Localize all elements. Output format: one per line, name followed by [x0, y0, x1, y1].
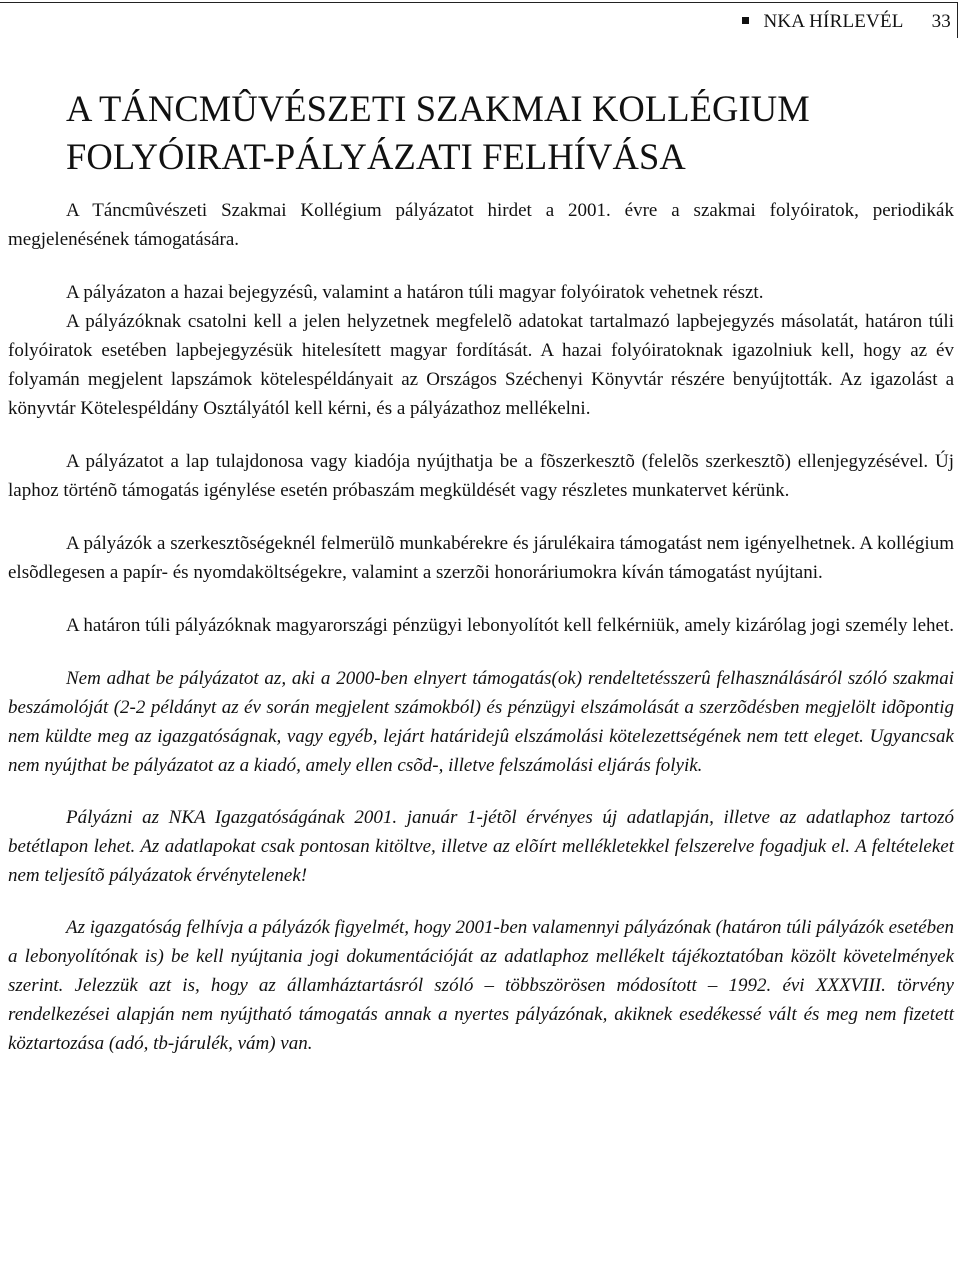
paragraph-eligibility: A pályázaton a hazai bejegyzésû, valamint a határon túli magyar folyóiratok vehetnek részt.	[66, 282, 764, 303]
paragraph-legal: Az igazgatóság felhívja a pályázók figyelmét, hogy 2001-ben valamennyi pályázónak (határon túli pályázók esetében a lebonyolítónak is) be kell nyújtania jogi dokumentációját az adatlaphoz mellékelt tájékoztatóban közölt követelmények szerint. Jelezzük azt is, hogy az államháztartásról szóló – többszörösen módosított – 1992. évi XXXVIII. törvény rendelkezései alapján nem nyújtható támogatás annak a nyertes pályázónak, akiknek esedékessé vált és meg nem fizetett köztartozása (adó, tb-járulék, vám) van.	[8, 917, 954, 1054]
article-body	[8, 196, 954, 1081]
page-title	[66, 85, 810, 181]
header-content	[742, 11, 951, 33]
paragraph-intro: A Táncmûvészeti Szakmai Kollégium pályázatot hirdet a 2001. évre a szakmai folyóiratok, periodikák megjelenésének támogatására.	[8, 200, 954, 250]
paragraph-exclusion: Nem adhat be pályázatot az, aki a 2000-ben elnyert támogatás(ok) rendeltetésszerû felhasználásáról szóló szakmai beszámolóját (2-2 példányt az év során megjelent számokból) és pénzügyi elszámolását a szerzõdésben megjelölt idõpontig nem küldte meg az igazgatóságnak, vagy egyéb, lejárt határidejû elszámolási kötelezettségének nem tett eleget. Ugyancsak nem nyújthat be pályázatot az a kiadó, amely ellen csõd-, illetve felszámolási eljárás folyik.	[8, 668, 954, 776]
newsletter-label: NKA HÍRLEVÉL	[763, 11, 904, 32]
page-number: 33	[931, 11, 951, 32]
paragraph-foreign: A határon túli pályázóknak magyarországi pénzügyi lebonyolítót kell felkérniük, amely kizárólag jogi személy lehet.	[66, 615, 954, 636]
page-header	[0, 2, 958, 38]
paragraph-submission: A pályázatot a lap tulajdonosa vagy kiadója nyújthatja be a fõszerkesztõ (felelõs szerkesztõ) ellenjegyzésével. Új laphoz történõ támogatás igénylése esetén próbaszám megküldését vagy részletes munkatervet kérünk.	[8, 451, 954, 501]
paragraph-costs: A pályázók a szerkesztõségeknél felmerülõ munkabérekre és járulékaira támogatást nem igényelhetnek. A kollégium elsõdlegesen a papír- és nyomdaköltségekre, valamint a szerzõi honoráriumokra kíván támogatást nyújtani.	[8, 533, 954, 583]
paragraph-attachments: A pályázóknak csatolni kell a jelen helyzetnek megfelelõ adatokat tartalmazó lapbejegyzés másolatát, határon túli folyóiratok esetében lapbejegyzésük hitelesített magyar fordítását. A hazai folyóiratoknak igazolniuk kell, hogy az év folyamán megjelent lapszámok kötelespéldányait az Országos Széchenyi Könyvtár részére benyújtották. Az igazolást a könyvtár Kötelespéldány Osztályától kell kérni, és a pályázathoz mellékelni.	[8, 311, 954, 419]
square-bullet-icon	[742, 17, 749, 24]
title-line-2: FOLYÓIRAT-PÁLYÁZATI FELHÍVÁSA	[66, 136, 686, 177]
title-line-1: A TÁNCMÛVÉSZETI SZAKMAI KOLLÉGIUM	[66, 88, 810, 129]
paragraph-forms: Pályázni az NKA Igazgatóságának 2001. január 1-jétõl érvényes új adatlapján, illetve az adatlaphoz tartozó betétlapon lehet. Az adatlapokat csak pontosan kitöltve, illetve az elõírt mellékletekkel felszerelve fogadjuk el. A feltételeket nem teljesítõ pályázatok érvénytelenek!	[8, 807, 954, 886]
